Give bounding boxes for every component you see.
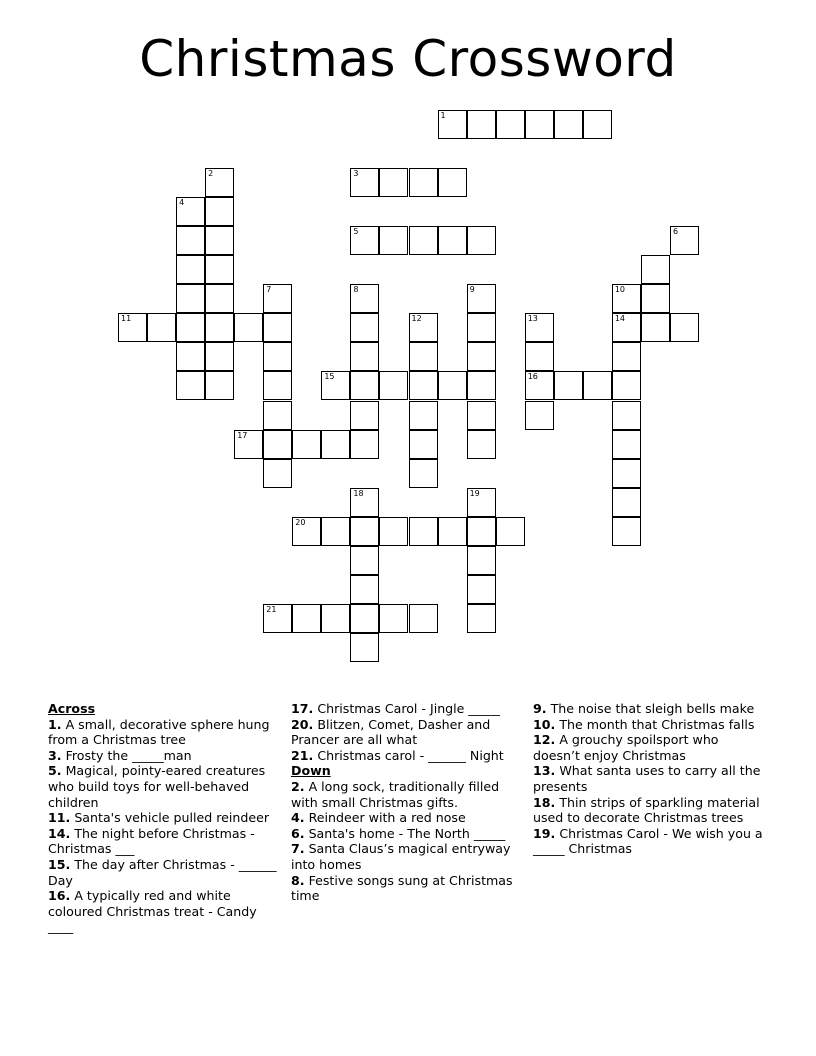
- grid-cell[interactable]: [350, 517, 379, 546]
- clue-text: Christmas Carol - We wish you a _____ Christmas: [533, 825, 763, 857]
- grid-cell[interactable]: [350, 546, 379, 575]
- clue-item: [48, 826, 280, 857]
- grid-cell[interactable]: [321, 430, 350, 459]
- grid-cell[interactable]: [205, 371, 234, 400]
- grid-cell[interactable]: [467, 401, 496, 430]
- clue-number-label: 15.: [48, 856, 71, 872]
- grid-cell[interactable]: [409, 342, 438, 371]
- clue-number: 18: [353, 488, 364, 498]
- grid-cell[interactable]: [554, 371, 583, 400]
- grid-cell[interactable]: [292, 604, 321, 633]
- clue-number: 9: [469, 285, 475, 295]
- grid-cell[interactable]: [263, 604, 292, 633]
- grid-cell[interactable]: [583, 110, 612, 139]
- grid-cell[interactable]: [176, 313, 205, 342]
- clue-item: [291, 717, 523, 748]
- clue-number: 17: [237, 430, 248, 440]
- clue-item: [291, 779, 523, 810]
- grid-cell[interactable]: [467, 546, 496, 575]
- clue-item: [291, 826, 523, 842]
- clue-number: 8: [353, 285, 359, 295]
- grid-cell[interactable]: [409, 604, 438, 633]
- clue-number: 5: [353, 227, 359, 237]
- clue-number: 20: [295, 517, 306, 527]
- clue-item: [291, 873, 523, 904]
- clue-number: 6: [672, 227, 679, 237]
- grid-cell[interactable]: [350, 313, 379, 342]
- grid-cell[interactable]: [612, 430, 641, 459]
- grid-cell[interactable]: [467, 604, 496, 633]
- grid-cell[interactable]: [525, 401, 554, 430]
- grid-cell[interactable]: [438, 371, 467, 400]
- grid-cell[interactable]: [176, 255, 205, 284]
- clue-number: 7: [266, 285, 272, 295]
- page-title: Christmas Crossword: [139, 30, 677, 88]
- grid-cell[interactable]: [438, 110, 467, 139]
- clue-number-label: 20.: [291, 716, 314, 732]
- grid-cell[interactable]: [467, 517, 496, 546]
- grid-cell[interactable]: [612, 488, 641, 517]
- clue-item: [533, 826, 765, 857]
- grid-cell[interactable]: [467, 284, 496, 313]
- grid-cell[interactable]: [263, 430, 292, 459]
- grid-cell[interactable]: [670, 226, 699, 255]
- clue-number: 16: [527, 372, 538, 382]
- clue-number: 4: [179, 198, 185, 208]
- grid-cell[interactable]: [641, 313, 670, 342]
- grid-cell[interactable]: [350, 488, 379, 517]
- grid-cell[interactable]: [554, 110, 583, 139]
- clue-number-label: 14.: [48, 825, 71, 841]
- grid-cell[interactable]: [147, 313, 176, 342]
- grid-cell[interactable]: [321, 517, 350, 546]
- clue-number-label: 3.: [48, 747, 62, 763]
- clue-number-label: 12.: [533, 732, 556, 748]
- grid-cell[interactable]: [612, 284, 641, 313]
- grid-cell[interactable]: [409, 459, 438, 488]
- grid-cell[interactable]: [350, 284, 379, 313]
- grid-cell[interactable]: [379, 168, 408, 197]
- clue-number-label: 21.: [291, 747, 314, 763]
- clue-text: Christmas carol - ______ Night: [313, 747, 504, 763]
- clue-item: [533, 763, 765, 794]
- grid-cell[interactable]: [176, 342, 205, 371]
- grid-cell[interactable]: [379, 226, 408, 255]
- across-heading: Across: [48, 701, 96, 716]
- clue-text: Blitzen, Comet, Dasher and Prancer are all what: [291, 716, 491, 748]
- clue-number-label: 8.: [291, 872, 305, 888]
- clue-number: 15: [324, 372, 335, 382]
- grid-cell[interactable]: [118, 313, 147, 342]
- across-clue-list-continued: [291, 701, 523, 763]
- clue-text: Christmas Carol - Jingle _____: [313, 701, 500, 716]
- clue-item: [48, 888, 280, 935]
- clue-text: Festive songs sung at Christmas time: [291, 872, 513, 904]
- grid-cell[interactable]: [612, 342, 641, 371]
- clue-number-label: 13.: [533, 763, 556, 779]
- clue-column-1: [48, 701, 280, 935]
- clue-item: [533, 701, 765, 717]
- clue-number: 12: [411, 314, 422, 324]
- grid-cell[interactable]: [525, 110, 554, 139]
- clue-item: [48, 717, 280, 748]
- clue-item: [291, 810, 523, 826]
- grid-cell[interactable]: [350, 575, 379, 604]
- clue-number: 13: [527, 314, 538, 324]
- grid-cell[interactable]: [263, 342, 292, 371]
- clue-text: Reindeer with a red nose: [304, 810, 466, 826]
- grid-cell[interactable]: [641, 284, 670, 313]
- clue-item: [48, 763, 280, 810]
- clue-number: 3: [353, 169, 359, 179]
- grid-cell[interactable]: [612, 401, 641, 430]
- grid-cell[interactable]: [379, 604, 408, 633]
- clue-text: Thin strips of sparkling material used to decorate Christmas trees: [533, 794, 760, 826]
- clue-item: [48, 810, 280, 826]
- grid-cell[interactable]: [496, 110, 525, 139]
- grid-cell[interactable]: [467, 313, 496, 342]
- grid-cell[interactable]: [205, 197, 234, 226]
- clue-column-3: [533, 701, 765, 857]
- grid-cell[interactable]: [409, 401, 438, 430]
- grid-cell[interactable]: [350, 226, 379, 255]
- down-heading: Down: [291, 763, 331, 779]
- grid-cell[interactable]: [612, 313, 641, 342]
- clue-number: 11: [121, 314, 132, 324]
- clue-item: [291, 841, 523, 872]
- grid-cell[interactable]: [176, 197, 205, 226]
- clue-text: The day after Christmas - ______ Day: [48, 856, 277, 888]
- clue-number-label: 1.: [48, 716, 62, 732]
- grid-cell[interactable]: [467, 575, 496, 604]
- grid-cell[interactable]: [263, 313, 292, 342]
- grid-cell[interactable]: [350, 371, 379, 400]
- grid-cell[interactable]: [409, 313, 438, 342]
- grid-cell[interactable]: [525, 342, 554, 371]
- clue-number-label: 10.: [533, 716, 556, 732]
- clue-text: A small, decorative sphere hung from a Christmas tree: [48, 716, 270, 748]
- grid-cell[interactable]: [263, 371, 292, 400]
- clue-column-2: [291, 701, 523, 904]
- grid-cell[interactable]: [321, 371, 350, 400]
- clue-number: 1: [440, 111, 446, 120]
- grid-cell[interactable]: [583, 371, 612, 400]
- clue-text: A grouchy spoilsport who doesn’t enjoy Christmas: [533, 732, 719, 763]
- clue-number: 19: [469, 488, 480, 498]
- grid-cell[interactable]: [409, 226, 438, 255]
- clue-item: [533, 795, 765, 826]
- clue-item: [291, 748, 523, 764]
- grid-cell[interactable]: [292, 430, 321, 459]
- grid-cell[interactable]: [350, 604, 379, 633]
- clue-text: Magical, pointy-eared creatures who build toys for well-behaved children: [48, 763, 266, 810]
- across-clue-list: [48, 717, 280, 935]
- grid-cell[interactable]: [234, 430, 263, 459]
- grid-cell[interactable]: [641, 255, 670, 284]
- grid-cell[interactable]: [525, 371, 554, 400]
- grid-cell[interactable]: [467, 342, 496, 371]
- clue-text: The noise that sleigh bells make: [546, 701, 755, 716]
- grid-cell[interactable]: [205, 168, 234, 197]
- grid-cell[interactable]: [612, 517, 641, 546]
- clue-text: What santa uses to carry all the presents: [533, 763, 761, 794]
- clue-number: 10: [614, 285, 626, 295]
- clue-item: [48, 748, 280, 764]
- grid-cell[interactable]: [292, 517, 321, 546]
- grid-cell[interactable]: [205, 255, 234, 284]
- grid-cell[interactable]: [409, 517, 438, 546]
- clue-item: [533, 732, 765, 763]
- grid-cell[interactable]: [438, 517, 467, 546]
- clue-text: Santa's home - The North _____: [304, 825, 506, 841]
- grid-cell[interactable]: [438, 226, 467, 255]
- grid-cell[interactable]: [467, 110, 496, 139]
- clue-number: 21: [266, 604, 277, 614]
- clue-number-label: 2.: [291, 778, 305, 794]
- clue-text: A typically red and white coloured Christmas treat - Candy ____: [48, 888, 257, 935]
- grid-cell[interactable]: [263, 401, 292, 430]
- grid-cell[interactable]: [612, 459, 641, 488]
- clue-text: Santa Claus’s magical entryway into homes: [291, 841, 511, 872]
- clue-number-label: 18.: [533, 794, 556, 810]
- grid-cell[interactable]: [205, 313, 234, 342]
- grid-cell[interactable]: [263, 459, 292, 488]
- clue-text: Frosty the _____man: [61, 747, 192, 763]
- grid-cell[interactable]: [350, 168, 379, 197]
- grid-cell[interactable]: [467, 226, 496, 255]
- grid-cell[interactable]: [321, 604, 350, 633]
- clue-text: The month that Christmas falls: [555, 716, 755, 732]
- grid-cell[interactable]: [176, 371, 205, 400]
- clue-text: Santa's vehicle pulled reindeer: [70, 810, 270, 826]
- grid-cell[interactable]: [670, 313, 699, 342]
- clue-number-label: 4.: [291, 810, 305, 826]
- clue-text: The night before Christmas - Christmas ___: [48, 825, 255, 857]
- clue-number: 14: [614, 314, 626, 324]
- grid-cell[interactable]: [263, 284, 292, 313]
- clue-number-label: 11.: [48, 810, 71, 826]
- clue-number: 2: [208, 169, 214, 179]
- grid-cell[interactable]: [350, 342, 379, 371]
- clue-item: [533, 717, 765, 733]
- clue-number-label: 17.: [291, 701, 314, 716]
- grid-cell[interactable]: [205, 284, 234, 313]
- grid-cell[interactable]: [525, 313, 554, 342]
- clue-number-label: 9.: [533, 701, 547, 716]
- clue-text: A long sock, traditionally filled with small Christmas gifts.: [291, 778, 500, 810]
- grid-cell[interactable]: [205, 226, 234, 255]
- grid-cell[interactable]: [176, 226, 205, 255]
- grid-cell[interactable]: [350, 633, 379, 662]
- grid-cell[interactable]: [467, 430, 496, 459]
- clue-number-label: 7.: [291, 841, 305, 857]
- clue-number-label: 19.: [533, 825, 556, 841]
- grid-cell[interactable]: [205, 342, 234, 371]
- grid-cell[interactable]: [438, 168, 467, 197]
- grid-cell[interactable]: [350, 401, 379, 430]
- grid-cell[interactable]: [612, 371, 641, 400]
- grid-cell[interactable]: [467, 488, 496, 517]
- clue-item: [48, 857, 280, 888]
- clue-item: [291, 701, 523, 717]
- down-clue-list: [291, 779, 523, 904]
- grid-cell[interactable]: [350, 430, 379, 459]
- grid-cell[interactable]: [379, 517, 408, 546]
- down-clue-list-continued: [533, 701, 765, 857]
- clue-number-label: 5.: [48, 763, 62, 779]
- clue-number-label: 16.: [48, 888, 71, 904]
- grid-cell[interactable]: [409, 371, 438, 400]
- grid-cell[interactable]: [496, 517, 525, 546]
- grid-cell[interactable]: [409, 430, 438, 459]
- grid-cell[interactable]: [409, 168, 438, 197]
- grid-cell[interactable]: [234, 313, 263, 342]
- clue-number-label: 6.: [291, 825, 305, 841]
- grid-cell[interactable]: [176, 284, 205, 313]
- grid-cell[interactable]: [467, 371, 496, 400]
- grid-cell[interactable]: [379, 371, 408, 400]
